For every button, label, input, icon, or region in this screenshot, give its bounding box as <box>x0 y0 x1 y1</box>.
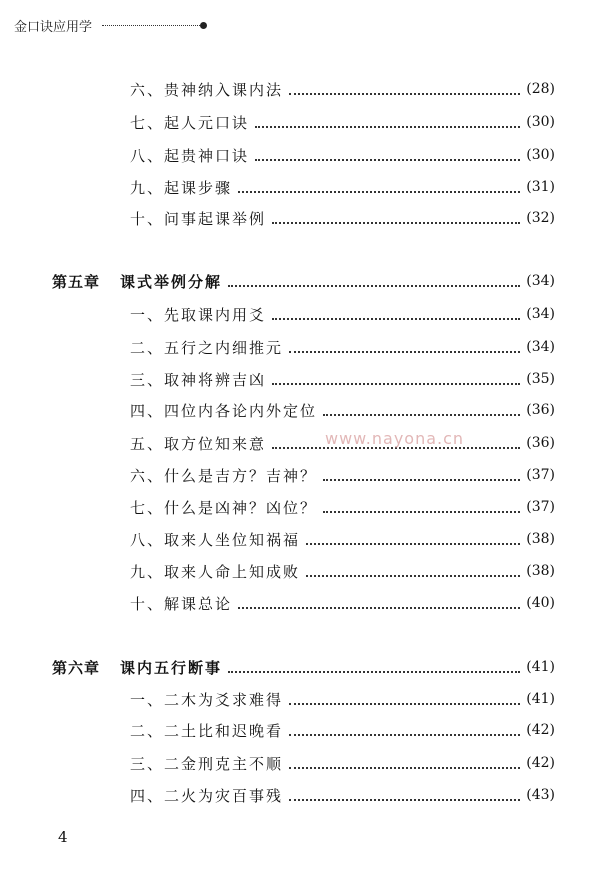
toc-item[interactable] <box>130 717 555 743</box>
toc-item-page: (30) <box>526 114 555 130</box>
toc-item-page: (43) <box>526 787 555 803</box>
dot-leader <box>306 543 520 545</box>
header-rule <box>102 25 204 26</box>
toc-item-page: (31) <box>526 179 555 195</box>
toc-item-label: 一、二木为爻求难得 <box>130 690 284 709</box>
toc-item[interactable] <box>130 301 555 327</box>
dot-leader <box>255 159 520 161</box>
toc-item-page: (40) <box>526 595 555 611</box>
dot-leader <box>238 607 520 609</box>
dot-leader <box>323 479 520 481</box>
chapter-number: 第五章 <box>52 272 101 291</box>
toc-item[interactable] <box>130 462 555 488</box>
toc-item-page: (42) <box>526 755 555 771</box>
toc-item-page: (42) <box>526 722 555 738</box>
toc-item-label: 六、贵神纳入课内法 <box>130 80 284 99</box>
running-header <box>14 14 204 36</box>
toc-item-label: 十、解课总论 <box>130 594 233 613</box>
toc-item-label: 四、四位内各论内外定位 <box>130 401 318 420</box>
toc-item[interactable] <box>130 142 555 168</box>
header-dot-icon <box>200 22 207 29</box>
dot-leader <box>323 414 520 416</box>
toc-chapter-5[interactable] <box>52 268 555 294</box>
toc-item-label: 七、什么是凶神？凶位？ <box>130 498 318 517</box>
dot-leader <box>289 799 520 801</box>
dot-leader <box>289 703 520 705</box>
toc-item-page: (35) <box>526 371 555 387</box>
toc-item-page: (41) <box>526 691 555 707</box>
toc-item-page: (32) <box>526 210 555 226</box>
toc-item-label: 八、取来人坐位知祸福 <box>130 530 301 549</box>
toc-item-label: 一、先取课内用爻 <box>130 305 267 324</box>
toc-item-label: 二、二土比和迟晚看 <box>130 721 284 740</box>
toc-item-page: (34) <box>526 339 555 355</box>
toc-item-label: 九、取来人命上知成败 <box>130 562 301 581</box>
dot-leader <box>289 351 520 353</box>
dot-leader <box>255 126 520 128</box>
toc-item-label: 四、二火为灾百事残 <box>130 786 284 805</box>
book-title: 金口诀应用学 <box>14 19 93 35</box>
toc-item-page: (38) <box>526 563 555 579</box>
toc-item[interactable] <box>130 397 555 423</box>
chapter-title: 课式举例分解 <box>120 272 223 291</box>
dot-leader <box>272 318 520 320</box>
toc-item[interactable] <box>130 174 555 200</box>
chapter-page: (41) <box>526 659 555 675</box>
toc-item[interactable] <box>130 558 555 584</box>
toc-item[interactable] <box>130 366 555 392</box>
toc-item-label: 七、起人元口诀 <box>130 113 250 132</box>
toc-item-label: 二、五行之内细推元 <box>130 338 284 357</box>
chapter-title: 课内五行断事 <box>120 658 223 677</box>
toc-item[interactable] <box>130 334 555 360</box>
toc-item[interactable] <box>130 76 555 102</box>
toc-item[interactable] <box>130 494 555 520</box>
toc-item-label: 八、起贵神口诀 <box>130 146 250 165</box>
toc-item-label: 六、什么是吉方？吉神？ <box>130 466 318 485</box>
dot-leader <box>228 285 520 287</box>
toc-item[interactable] <box>130 109 555 135</box>
dot-leader <box>272 383 520 385</box>
chapter-page: (34) <box>526 273 555 289</box>
watermark: www.nayona.cn <box>325 429 465 448</box>
toc-item-page: (28) <box>526 81 555 97</box>
toc-item-label: 五、取方位知来意 <box>130 434 267 453</box>
page-number: 4 <box>58 828 68 846</box>
dot-leader <box>289 93 520 95</box>
toc-item-label: 九、起课步骤 <box>130 178 233 197</box>
toc-chapter-6[interactable] <box>52 654 555 680</box>
dot-leader <box>272 222 520 224</box>
toc-item-label: 三、二金刑克主不顺 <box>130 754 284 773</box>
dot-leader <box>289 734 520 736</box>
toc-item-page: (36) <box>526 402 555 418</box>
toc-item-page: (34) <box>526 306 555 322</box>
toc-item[interactable] <box>130 750 555 776</box>
dot-leader <box>323 511 520 513</box>
toc-item[interactable] <box>130 590 555 616</box>
toc-item-page: (36) <box>526 435 555 451</box>
toc-item-label: 十、问事起课举例 <box>130 209 267 228</box>
toc-item-page: (37) <box>526 467 555 483</box>
toc-item-page: (37) <box>526 499 555 515</box>
toc-item-page: (38) <box>526 531 555 547</box>
dot-leader <box>228 671 520 673</box>
dot-leader <box>306 575 520 577</box>
toc-item-label: 三、取神将辨吉凶 <box>130 370 267 389</box>
toc-item[interactable] <box>130 782 555 808</box>
toc-item-page: (30) <box>526 147 555 163</box>
dot-leader <box>238 191 520 193</box>
toc-item[interactable] <box>130 686 555 712</box>
toc-item[interactable] <box>130 205 555 231</box>
toc-item[interactable] <box>130 526 555 552</box>
dot-leader <box>289 767 520 769</box>
chapter-number: 第六章 <box>52 658 101 677</box>
